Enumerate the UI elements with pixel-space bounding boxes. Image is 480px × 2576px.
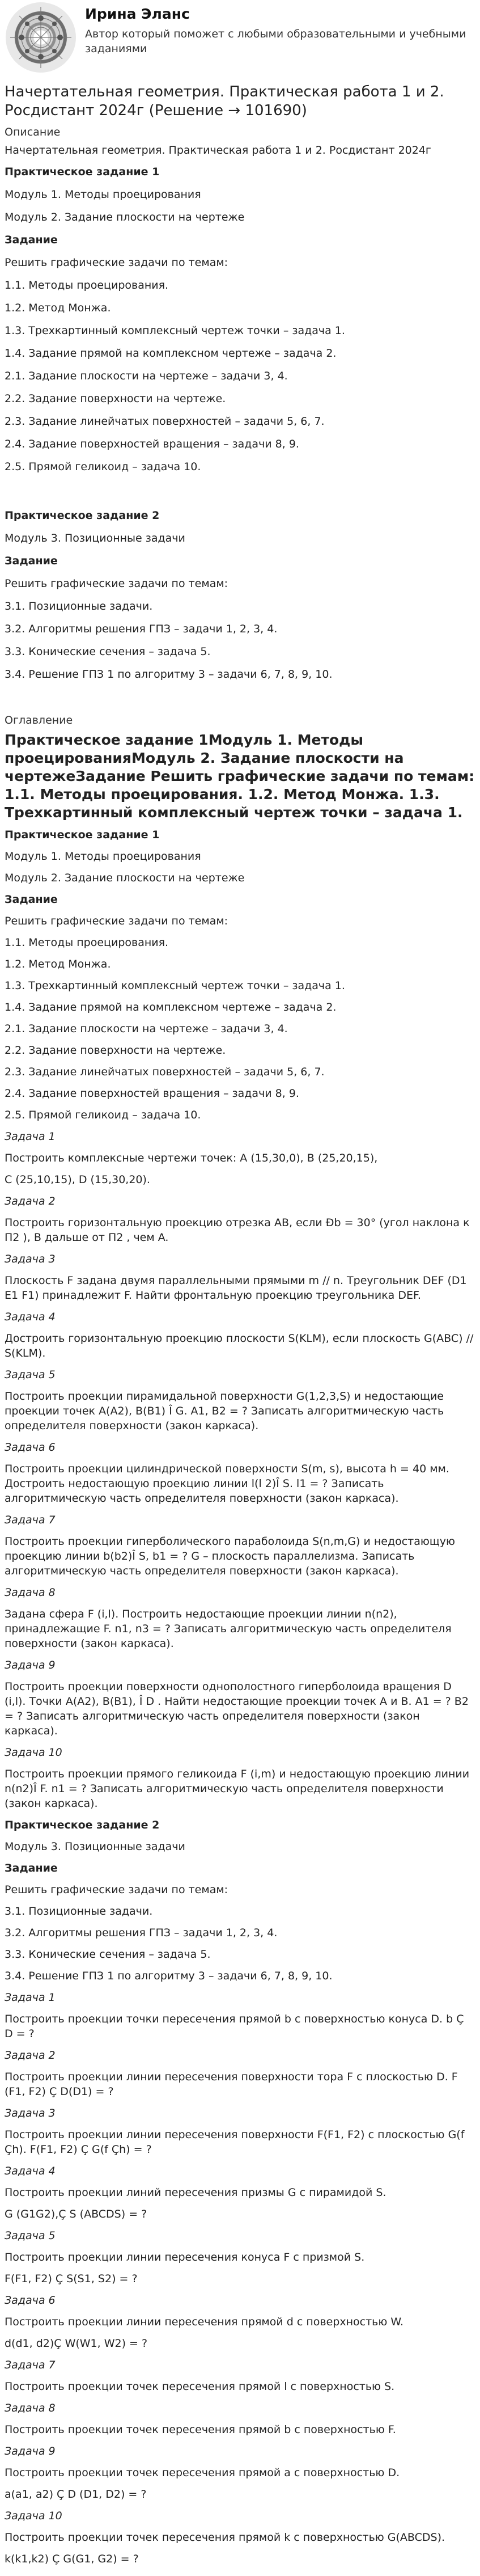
task-text: Построить проекции гиперболического параболоида S(n,m,G) и недостающую проекцию линии b(b2)Î S, b1 = ? G – плоскость параллелизма. Записать алгоритмическую часть определителя поверхности (закон каркаса). bbox=[5, 1535, 456, 1577]
task-label: Задача 8 bbox=[5, 2402, 56, 2414]
task-text: Построить проекции точки пересечения прямой b с поверхностью конуса D. b Ç D = ? bbox=[5, 2013, 464, 2040]
list-item: 2.3. Задание линейчатых поверхностей – задачи 5, 6, 7. bbox=[5, 1066, 325, 1078]
list-item: 3.4. Решение ГПЗ 1 по алгоритму 3 – задачи 6, 7, 8, 9, 10. bbox=[5, 668, 333, 681]
task-text: Построить проекции цилиндрической поверхности S(m, s), высота h = 40 мм. Достроить недостающую проекцию линии l(l 2)Î S. l1 = ? Записать алгоритмическую часть определителя поверхности (закон каркаса). bbox=[5, 1463, 449, 1505]
toc-label: Оглавление bbox=[5, 714, 73, 727]
list-item: 1.4. Задание прямой на комплексном чертеже – задача 2. bbox=[5, 347, 337, 360]
toc-heading: Практическое задание 1Модуль 1. Методы проецированияМодуль 2. Задание плоскости на чертежеЗадание Решить графические задачи по темам: 1.1. Методы проецирования. 1.2. Метод Монжа. 1.3. Трехкартинный комплексный чертеж точки – задача 1. bbox=[5, 732, 475, 821]
author-name[interactable]: Ирина Эланс bbox=[85, 6, 190, 22]
description-section-1 bbox=[5, 158, 475, 478]
task-label: Задача 9 bbox=[5, 1659, 56, 1671]
task-label: Задача 9 bbox=[5, 2445, 56, 2457]
list-item: 1.3. Трехкартинный комплексный чертеж точки – задача 1. bbox=[5, 324, 345, 337]
list-item: 2.2. Задание поверхности на чертеже. bbox=[5, 392, 226, 405]
section-heading: Практическое задание 2 bbox=[5, 1819, 160, 1831]
list-item: 2.4. Задание поверхностей вращения – задачи 8, 9. bbox=[5, 1087, 299, 1100]
list-item: 2.1. Задание плоскости на чертеже – задачи 3, 4. bbox=[5, 1023, 288, 1035]
list-item: 3.1. Позиционные задачи. bbox=[5, 600, 153, 613]
task-label: Задача 3 bbox=[5, 1253, 56, 1265]
task-label: Задача 7 bbox=[5, 1514, 56, 1526]
task-label: Задача 5 bbox=[5, 1369, 56, 1381]
section-heading: Практическое задание 1 bbox=[5, 829, 160, 841]
description-label: Описание bbox=[5, 126, 61, 138]
list-item: 2.1. Задание плоскости на чертеже – задачи 3, 4. bbox=[5, 370, 288, 382]
task-text: Построить проекции точек пересечения прямой l с поверхностью S. bbox=[5, 2380, 395, 2393]
list-item: 1.2. Метод Монжа. bbox=[5, 302, 111, 314]
task-heading: Задание bbox=[5, 893, 58, 906]
module-line: Модуль 2. Задание плоскости на чертеже bbox=[5, 872, 245, 884]
list-item: 1.4. Задание прямой на комплексном чертеже – задача 2. bbox=[5, 1001, 337, 1013]
task-text: Задана сфера F (i,l). Построить недостающие проекции линии n(n2), принадлежащие F. n1, n3 = ? Записать алгоритмическую часть определителя поверхности (закон каркаса). bbox=[5, 1608, 452, 1650]
list-item: 3.3. Конические сечения – задача 5. bbox=[5, 1948, 211, 1961]
task-label: Задача 10 bbox=[5, 2510, 62, 2522]
list-item: 1.1. Методы проецирования. bbox=[5, 936, 169, 949]
list-item: Решить графические задачи по темам: bbox=[5, 577, 228, 590]
list-item: 3.2. Алгоритмы решения ГПЗ – задачи 1, 2, 3, 4. bbox=[5, 623, 278, 635]
task-text: Построить горизонтальную проекцию отрезка AB, если Ðb = 30° (угол наклона к П2 ), B дальше от П2 , чем A. bbox=[5, 1217, 470, 1244]
list-item: 3.1. Позиционные задачи. bbox=[5, 1905, 153, 1918]
task-label: Задача 1 bbox=[5, 1991, 56, 2004]
list-item: 2.2. Задание поверхности на чертеже. bbox=[5, 1044, 226, 1057]
module-line: Модуль 3. Позиционные задачи bbox=[5, 532, 185, 544]
list-item: Решить графические задачи по темам: bbox=[5, 915, 228, 927]
list-item: 1.2. Метод Монжа. bbox=[5, 958, 111, 970]
toc-section-2 bbox=[5, 1814, 475, 2570]
task-label: Задача 2 bbox=[5, 1195, 56, 1207]
list-item: 1.3. Трехкартинный комплексный чертеж точки – задача 1. bbox=[5, 979, 345, 992]
task-text: d(d1, d2)Ç W(W1, W2) = ? bbox=[5, 2337, 148, 2350]
task-heading: Задание bbox=[5, 1862, 58, 1874]
task-text: Построить проекции линий пересечения призмы G с пирамидой S. bbox=[5, 2186, 386, 2199]
list-item: 1.1. Методы проецирования. bbox=[5, 279, 169, 292]
task-text: Построить проекции линии пересечения поверхности тора F с плоскостью D. F (F1, F2) Ç D(D1) = ? bbox=[5, 2071, 458, 2098]
author-description: Автор который поможет с любыми образовательными и учебными заданиями bbox=[85, 28, 466, 55]
task-text: G (G1G2),Ç S (ABCDS) = ? bbox=[5, 2208, 147, 2220]
list-item: Решить графические задачи по темам: bbox=[5, 256, 228, 269]
task-text: C (25,10,15), D (15,30,20). bbox=[5, 1173, 150, 1186]
module-line: Модуль 3. Позиционные задачи bbox=[5, 1840, 185, 1853]
list-item: 2.5. Прямой геликоид – задача 10. bbox=[5, 461, 201, 473]
section-heading: Практическое задание 2 bbox=[5, 509, 160, 522]
list-item: 3.4. Решение ГПЗ 1 по алгоритму 3 – задачи 6, 7, 8, 9, 10. bbox=[5, 1970, 333, 1982]
document-title: Начертательная геометрия. Практическая работа 1 и 2. Росдистант 2024г (Решение → 101690) bbox=[5, 83, 444, 119]
list-item: Решить графические задачи по темам: bbox=[5, 1884, 228, 1896]
list-item: 3.3. Конические сечения – задача 5. bbox=[5, 645, 211, 658]
task-text: Плоскость F задана двумя параллельными прямыми m // n. Треугольник DEF (D1 E1 F1) принадлежит F. Найти фронтальную проекцию треугольника DEF. bbox=[5, 1274, 467, 1302]
task-text: F(F1, F2) Ç S(S1, S2) = ? bbox=[5, 2273, 138, 2285]
section-heading: Практическое задание 1 bbox=[5, 166, 160, 178]
task-text: a(a1, a2) Ç D (D1, D2) = ? bbox=[5, 2488, 147, 2501]
task-label: Задача 4 bbox=[5, 2165, 56, 2177]
list-item: 3.2. Алгоритмы решения ГПЗ – задачи 1, 2, 3, 4. bbox=[5, 1927, 278, 1939]
task-text: Построить проекции точек пересечения прямой b с поверхностью F. bbox=[5, 2423, 396, 2436]
task-text: Построить проекции точек пересечения прямой k с поверхностью G(ABCDS). bbox=[5, 2531, 445, 2544]
list-item: 2.5. Прямой геликоид – задача 10. bbox=[5, 1109, 201, 1121]
task-label: Задача 3 bbox=[5, 2107, 56, 2119]
task-label: Задача 7 bbox=[5, 2359, 56, 2371]
task-heading: Задание bbox=[5, 234, 58, 246]
task-label: Задача 2 bbox=[5, 2049, 56, 2062]
task-text: k(k1,k2) Ç G(G1, G2) = ? bbox=[5, 2553, 139, 2565]
module-line: Модуль 2. Задание плоскости на чертеже bbox=[5, 211, 245, 223]
task-heading: Задание bbox=[5, 555, 58, 567]
task-text: Построить комплексные чертежи точек: A (15,30,0), B (25,20,15), bbox=[5, 1152, 378, 1164]
task-text: Построить проекции пирамидальной поверхности G(1,2,3,S) и недостающие проекции точек A(A2), B(B1) Î G. A1, B2 = ? Записать алгоритмическую часть определителя поверхности (закон каркаса). bbox=[5, 1390, 444, 1432]
toc-section-1 bbox=[5, 824, 475, 1814]
description-text: Начертательная геометрия. Практическая работа 1 и 2. Росдистант 2024г bbox=[5, 144, 431, 157]
task-text: Достроить горизонтальную проекцию плоскости S(KLM), если плоскость G(ABC) // S(KLM). bbox=[5, 1332, 474, 1359]
avatar[interactable] bbox=[6, 2, 76, 73]
task-text: Построить проекции точек пересечения прямой a с поверхностью D. bbox=[5, 2467, 400, 2479]
task-label: Задача 8 bbox=[5, 1586, 56, 1599]
description-section-2 bbox=[5, 504, 475, 686]
author-header bbox=[5, 0, 475, 74]
task-label: Задача 6 bbox=[5, 1441, 56, 1454]
task-label: Задача 5 bbox=[5, 2229, 56, 2242]
task-label: Задача 1 bbox=[5, 1130, 56, 1143]
task-text: Построить проекции линии пересечения конуса F с призмой S. bbox=[5, 2251, 365, 2263]
module-line: Модуль 1. Методы проецирования bbox=[5, 850, 201, 863]
module-line: Модуль 1. Методы проецирования bbox=[5, 188, 201, 201]
task-label: Задача 6 bbox=[5, 2294, 56, 2307]
task-label: Задача 4 bbox=[5, 1311, 56, 1323]
avatar-pattern-icon bbox=[6, 2, 76, 73]
list-item: 2.4. Задание поверхностей вращения – задачи 8, 9. bbox=[5, 438, 299, 450]
task-text: Построить проекции линии пересечения прямой d с поверхностью W. bbox=[5, 2316, 404, 2328]
list-item: 2.3. Задание линейчатых поверхностей – задачи 5, 6, 7. bbox=[5, 415, 325, 428]
task-text: Построить проекции линии пересечения поверхности F(F1, F2) с плоскостью G(f Çh). F(F1, F2) Ç G(f Çh) = ? bbox=[5, 2129, 465, 2156]
task-text: Построить проекции прямого геликоида F (i,m) и недостающую проекцию линии n(n2)Î F. n1 = ? Записать алгоритмическую часть определителя поверхности (закон каркаса). bbox=[5, 1768, 470, 1810]
task-label: Задача 10 bbox=[5, 1746, 62, 1759]
task-text: Построить проекции поверхности однополостного гиперболоида вращения D (i,l). Точки A(A2), B(B1), Î D . Найти недостающие проекции точек A и B. A1 = ? B2 = ? Записать алгоритмическую часть определителя поверхности (закон каркаса). bbox=[5, 1680, 469, 1737]
